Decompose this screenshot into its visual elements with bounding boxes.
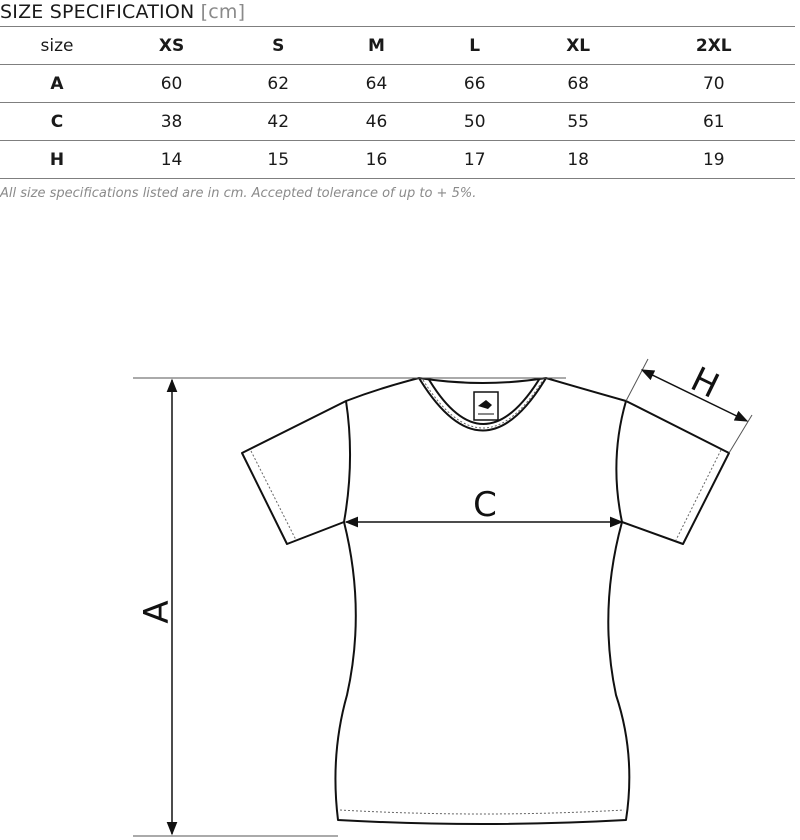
dimension-h [626, 359, 752, 453]
left-sleeve-stitch [251, 451, 296, 540]
table-cell: 60 [114, 65, 229, 103]
table-cell: 62 [229, 65, 327, 103]
table-row-c [0, 103, 795, 141]
stitching [251, 380, 721, 814]
table-header-row [0, 27, 795, 65]
column-header-xs: XS [114, 27, 229, 65]
dimension-label-c: C [473, 485, 497, 525]
table-cell: 61 [633, 103, 795, 141]
hem-stitch [340, 810, 624, 814]
dimension-label-h: H [684, 359, 726, 407]
neck-label-icon [474, 392, 498, 420]
column-header-m: M [327, 27, 425, 65]
row-label: A [0, 65, 114, 103]
table-cell: 16 [327, 141, 425, 179]
table-row-a [0, 65, 795, 103]
table-cell: 50 [426, 103, 524, 141]
column-header-2xl: 2XL [633, 27, 795, 65]
title-text: SIZE SPECIFICATION [0, 1, 195, 23]
column-header-xl: XL [524, 27, 633, 65]
table-cell: 46 [327, 103, 425, 141]
page-title [0, 0, 245, 24]
table-cell: 64 [327, 65, 425, 103]
table-cell: 18 [524, 141, 633, 179]
tolerance-note: All size specifications listed are in cm. Accepted tolerance of up to + 5%. [0, 186, 477, 201]
left-sleeve-outline [242, 401, 346, 544]
column-header-size: size [0, 27, 114, 65]
table-cell: 19 [633, 141, 795, 179]
table-row-h [0, 141, 795, 179]
tshirt-outline [242, 378, 729, 824]
table-cell: 15 [229, 141, 327, 179]
body-outline [335, 378, 629, 824]
column-header-s: S [229, 27, 327, 65]
table-cell: 42 [229, 103, 327, 141]
right-sleeve-stitch [676, 450, 721, 540]
table-cell: 14 [114, 141, 229, 179]
table-cell: 17 [426, 141, 524, 179]
right-sleeve-outline [622, 401, 729, 544]
row-label: H [0, 141, 114, 179]
table-cell: 55 [524, 103, 633, 141]
table-cell: 38 [114, 103, 229, 141]
row-label: C [0, 103, 114, 141]
table-cell: 70 [633, 65, 795, 103]
dimension-c [346, 485, 622, 525]
tshirt-diagram [0, 300, 800, 840]
dimension-label-a: A [137, 600, 177, 624]
column-header-l: L [426, 27, 524, 65]
table-cell: 66 [426, 65, 524, 103]
title-unit: [cm] [200, 1, 246, 23]
size-table [0, 26, 795, 179]
table-cell: 68 [524, 65, 633, 103]
